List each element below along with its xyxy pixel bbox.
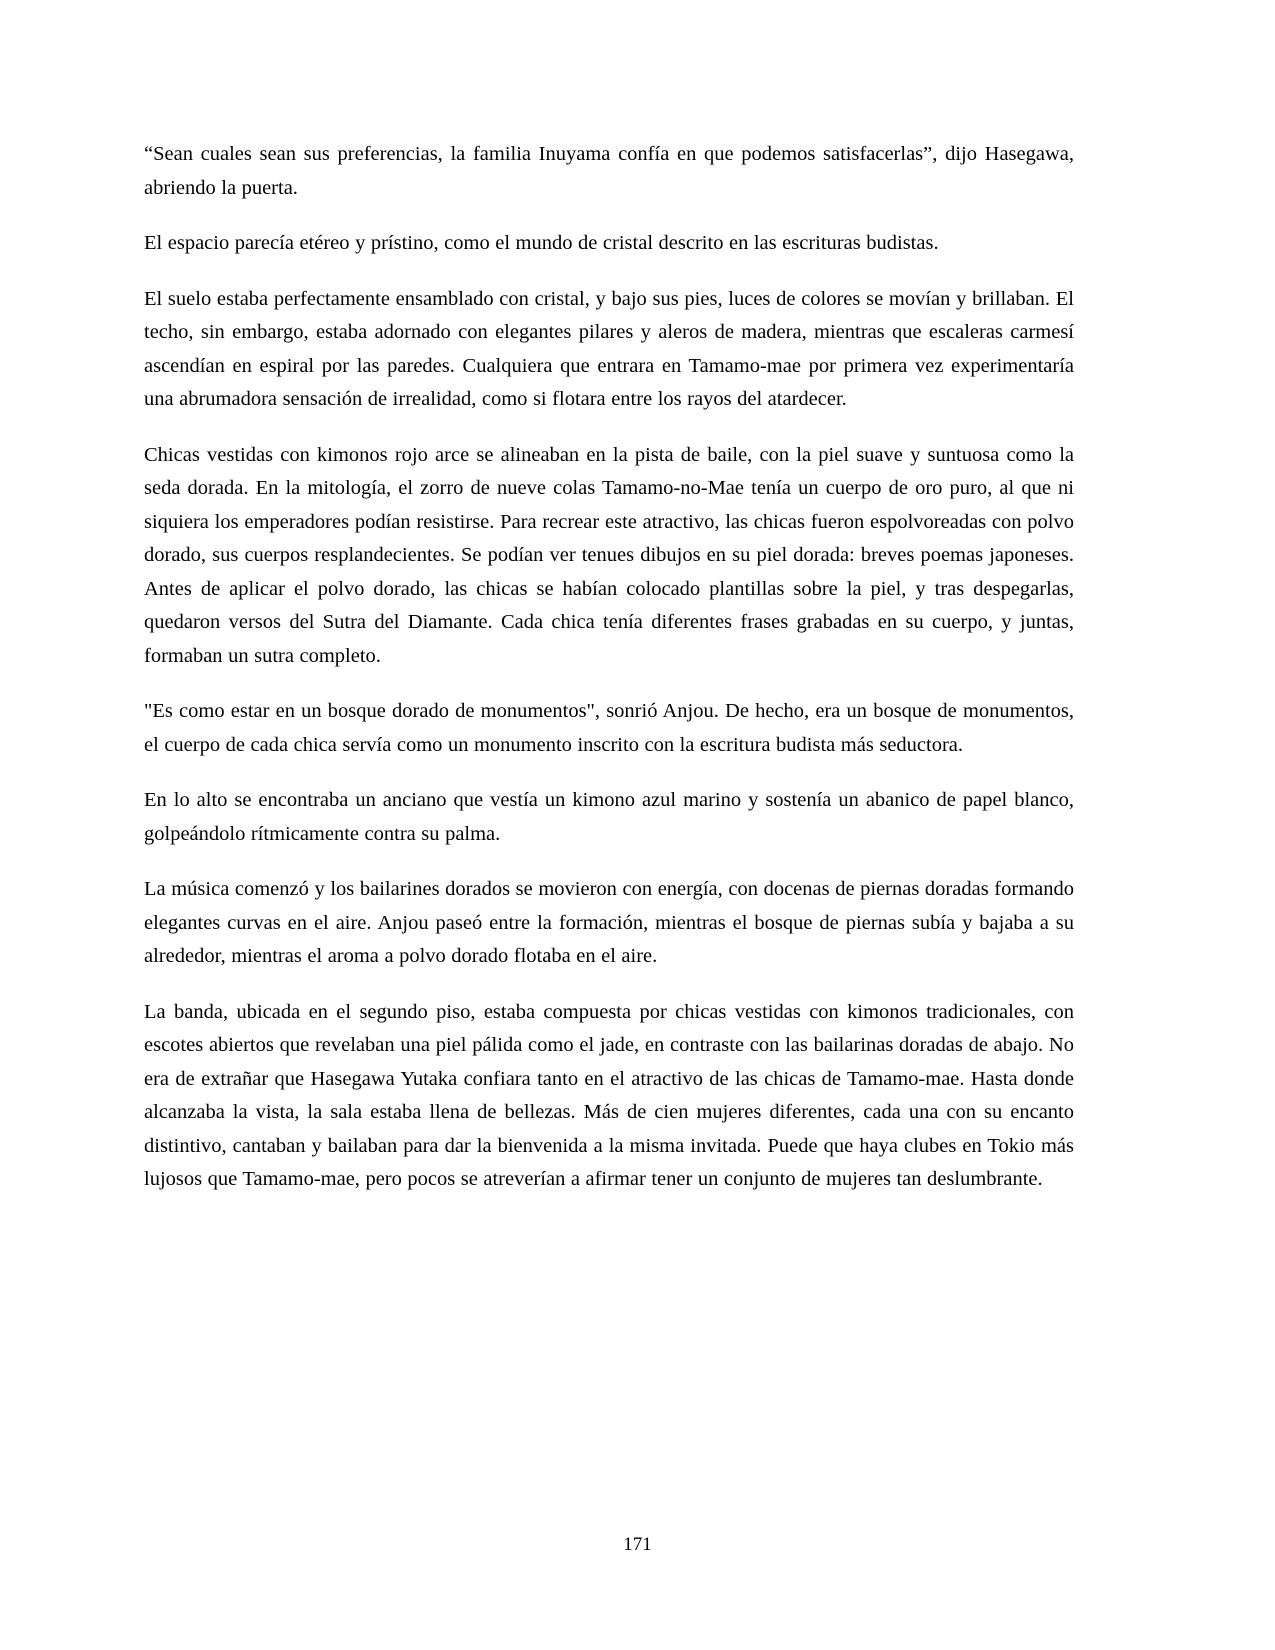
paragraph-3: El suelo estaba perfectamente ensamblado con cristal, y bajo sus pies, luces de colores se movían y brillaban. El techo, sin embargo, estaba adornado con elegantes pilares y aleros de madera, mientras que escaleras carmesí ascendían en espiral por las paredes. Cualquiera que entrara en Tamamo-mae por primera vez experimentaría una abrumadora sensación de irrealidad, como si flotara entre los rayos del atardecer.	[144, 287, 1074, 410]
body-text-column	[144, 138, 1074, 1197]
paragraph-4: Chicas vestidas con kimonos rojo arce se alineaban en la pista de baile, con la piel suave y suntuosa como la seda dorada. En la mitología, el zorro de nueve colas Tamamo-no-Mae tenía un cuerpo de oro puro, al que ni siquiera los emperadores podían resistirse. Para recrear este atractivo, las chicas fueron espolvoreadas con polvo dorado, sus cuerpos resplandecientes. Se podían ver tenues dibujos en su piel dorada: breves poemas japoneses. Antes de aplicar el polvo dorado, las chicas se habían colocado plantillas sobre la piel, y tras despegarlas, quedaron versos del Sutra del Diamante. Cada chica tenía diferentes frases grabadas en su cuerpo, y juntas, formaban un sutra completo.	[144, 443, 1074, 667]
paragraph-8: La banda, ubicada en el segundo piso, estaba compuesta por chicas vestidas con kimonos tradicionales, con escotes abiertos que revelaban una piel pálida como el jade, en contraste con las bailarinas doradas de abajo. No era de extrañar que Hasegawa Yutaka confiara tanto en el atractivo de las chicas de Tamamo-mae. Hasta donde alcanzaba la vista, la sala estaba llena de bellezas. Más de cien mujeres diferentes, cada una con su encanto distintivo, cantaban y bailaban para dar la bienvenida a la misma invitada. Puede que haya clubes en Tokio más lujosos que Tamamo-mae, pero pocos se atreverían a afirmar tener un conjunto de mujeres tan deslumbrante.	[144, 1000, 1074, 1190]
paragraph-6: En lo alto se encontraba un anciano que vestía un kimono azul marino y sostenía un abanico de papel blanco, golpeándolo rítmicamente contra su palma.	[144, 789, 1074, 845]
page-number: 171	[623, 1534, 652, 1555]
paragraph-5: "Es como estar en un bosque dorado de monumentos", sonrió Anjou. De hecho, era un bosque de monumentos, el cuerpo de cada chica servía como un monumento inscrito con la escritura budista más seductora.	[144, 700, 1074, 756]
paragraph-1: “Sean cuales sean sus preferencias, la familia Inuyama confía en que podemos satisfacerlas”, dijo Hasegawa, abriendo la puerta.	[144, 143, 1074, 199]
paragraph-7: La música comenzó y los bailarines dorados se movieron con energía, con docenas de piernas doradas formando elegantes curvas en el aire. Anjou paseó entre la formación, mientras el bosque de piernas subía y bajaba a su alrededor, mientras el aroma a polvo dorado flotaba en el aire.	[144, 878, 1074, 967]
paragraph-2: El espacio parecía etéreo y prístino, como el mundo de cristal descrito en las escrituras budistas.	[144, 232, 939, 254]
